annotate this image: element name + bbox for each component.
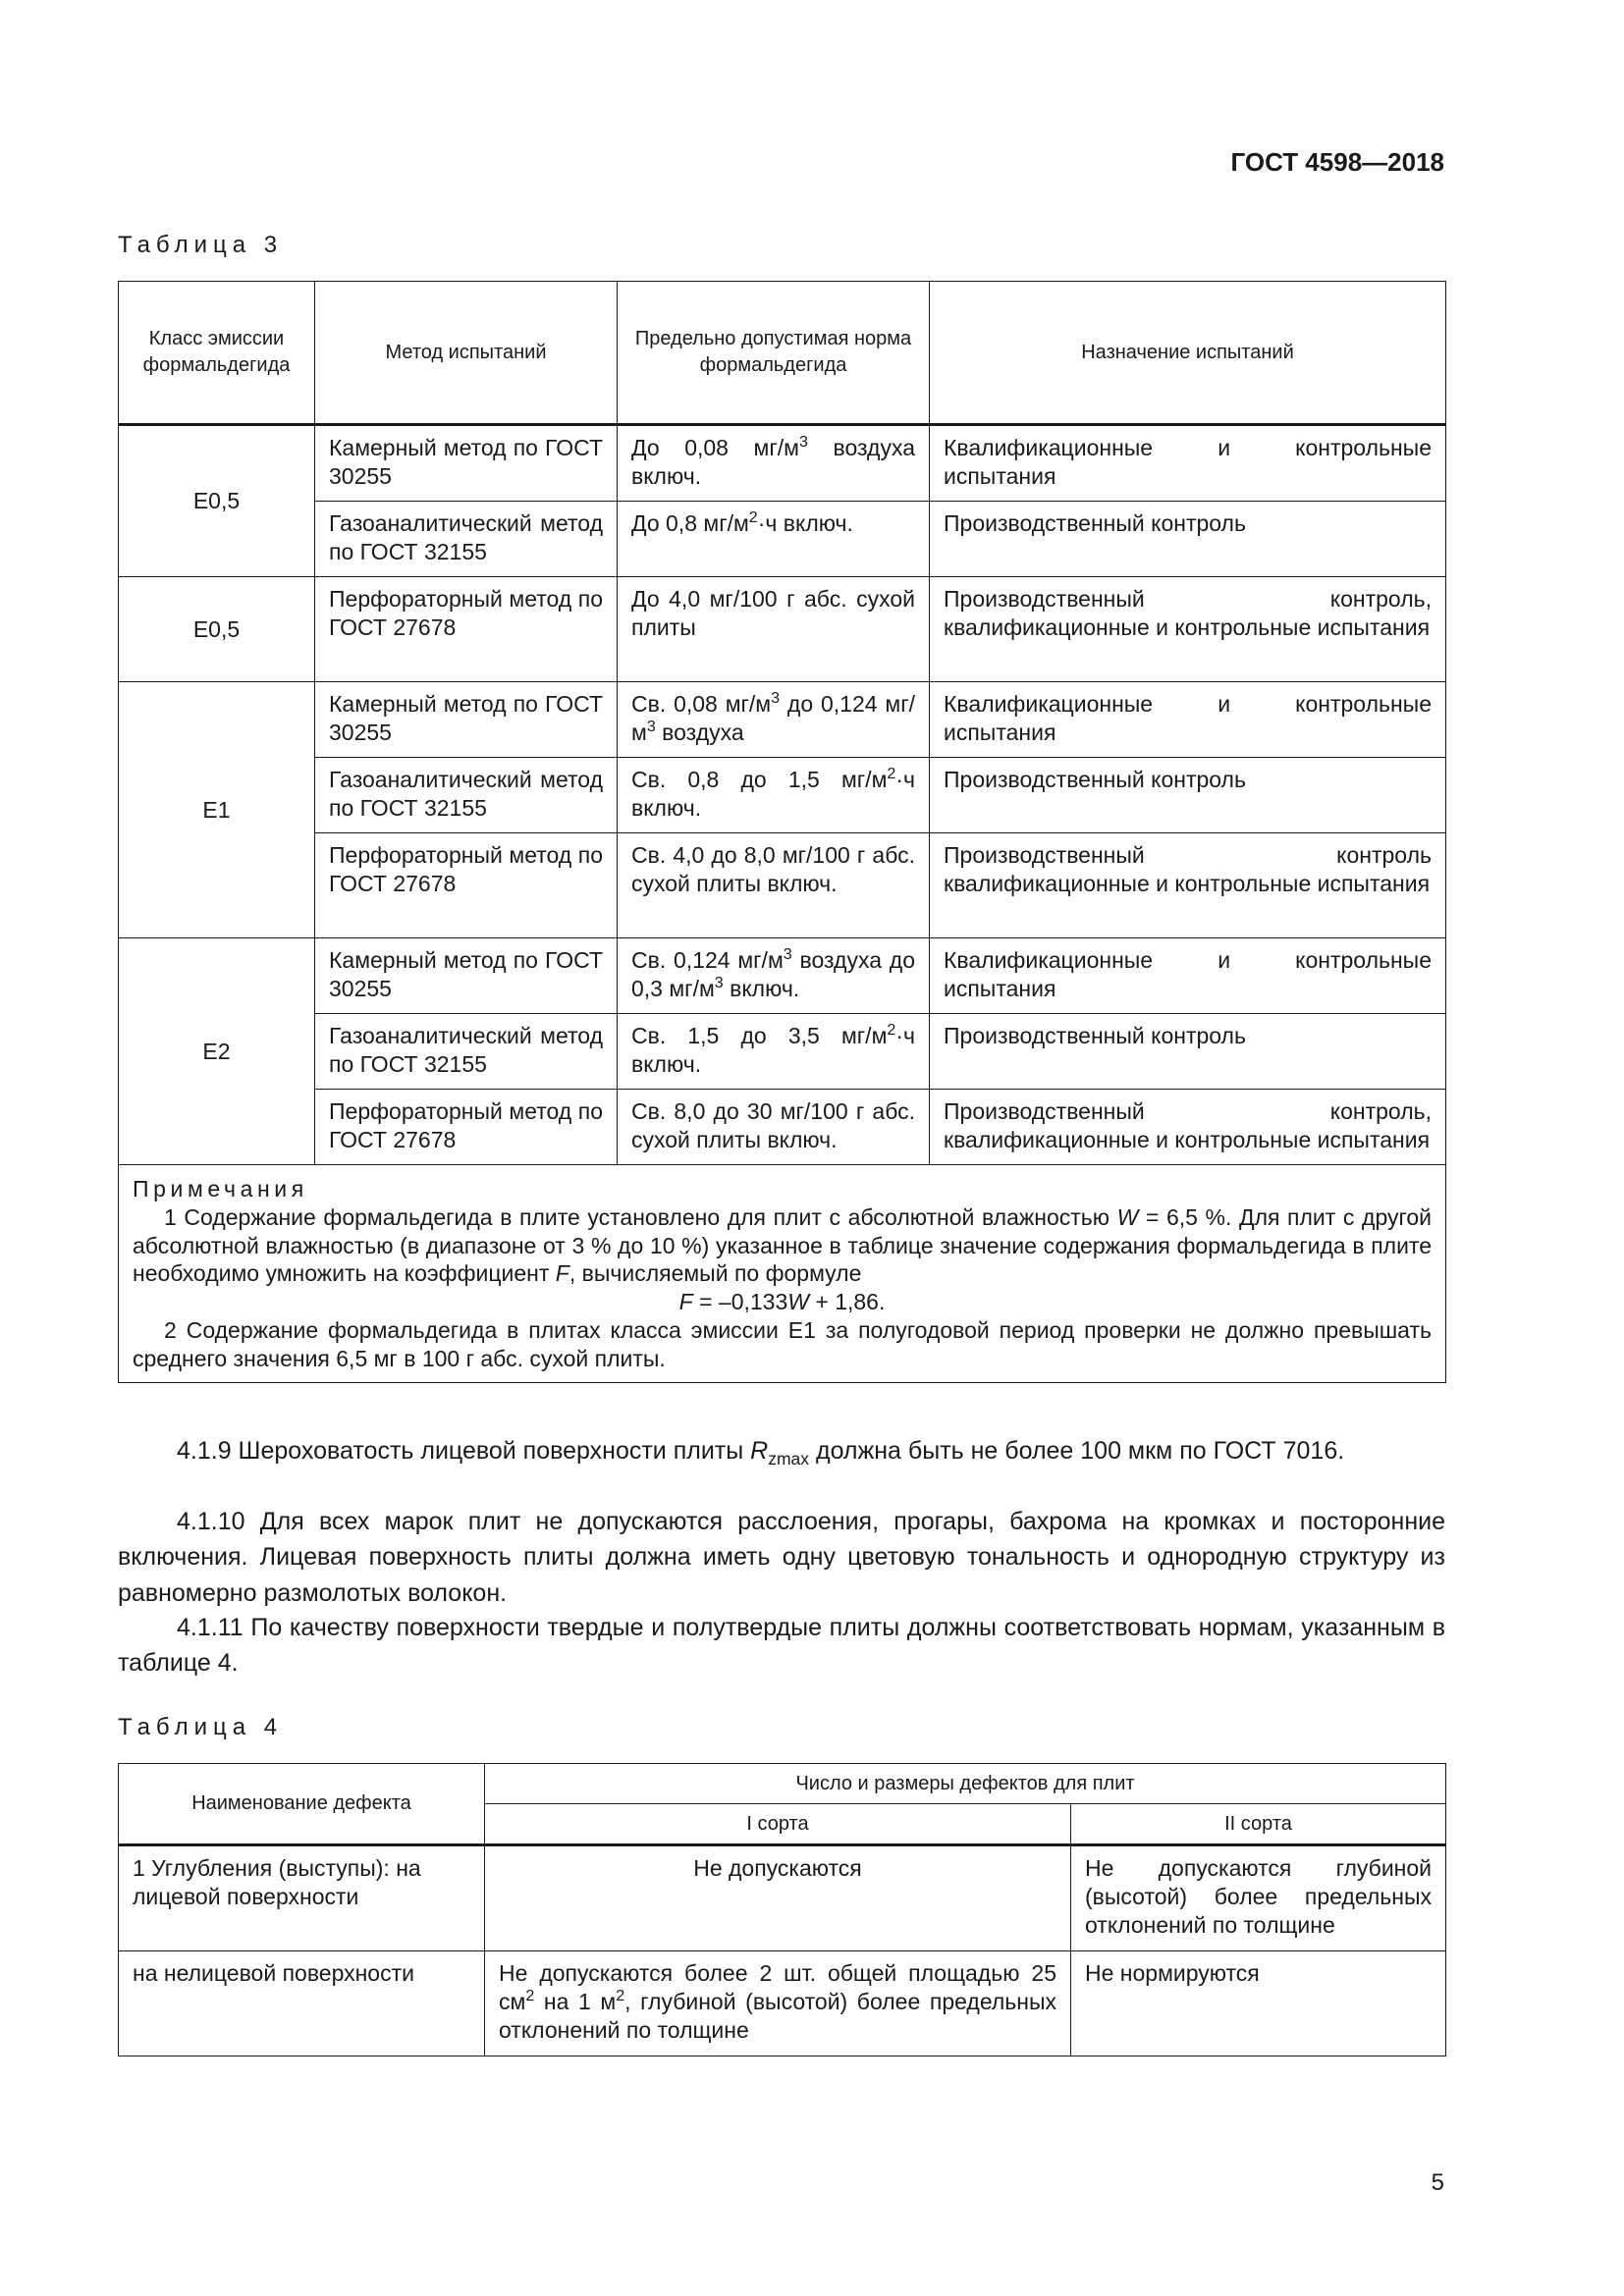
grade-2-cell: Не допускаются глубиной (высотой) более предельных отклонений по толщине — [1071, 1845, 1446, 1951]
table-row — [119, 682, 1446, 758]
purpose-cell: Производственный контроль — [930, 758, 1446, 833]
norm-cell: До 0,08 $мг/м^3$ воздуха включ. — [618, 425, 930, 502]
column-header-method: Метод испытаний — [315, 282, 618, 425]
purpose-cell: Производственный контроль, квалификационные и контрольные испытания — [930, 577, 1446, 682]
purpose-cell: Квалификационные и контрольные испытания — [930, 938, 1446, 1014]
table-row — [119, 577, 1446, 682]
purpose-cell: Производственный контроль квалификационные и контрольные испытания — [930, 833, 1446, 938]
purpose-cell: Производственный контроль — [930, 502, 1446, 577]
method-cell: Перфораторный метод по ГОСТ 27678 — [315, 833, 618, 938]
method-cell: Газоаналитический метод по ГОСТ 32155 — [315, 502, 618, 577]
table-row — [119, 1951, 1446, 2056]
column-header-defect: Наименование дефекта — [119, 1764, 485, 1845]
table-row — [119, 502, 1446, 577]
norm-cell: Св. 1,5 до 3,5 $мг/м^2\cdot ч$ включ. — [618, 1014, 930, 1090]
purpose-cell: Квалификационные и контрольные испытания — [930, 425, 1446, 502]
norm-cell: Св. 4,0 до 8,0 мг/100 г абс. сухой плиты включ. — [618, 833, 930, 938]
method-cell: Газоаналитический метод по ГОСТ 32155 — [315, 758, 618, 833]
paragraph-4-1-11: 4.1.11 По качеству поверхности твердые и полутвердые плиты должны соответствовать нормам, указанным в таблице 4. — [118, 1614, 1445, 1678]
column-header-defect-counts: Число и размеры дефектов для плит — [485, 1764, 1446, 1804]
norm-cell: Св. 0,8 до 1,5 $мг/м^2\cdot ч$ включ. — [618, 758, 930, 833]
table-4-caption: Таблица 4 — [118, 1714, 284, 1740]
emission-class-cell: E1 — [119, 682, 315, 938]
notes-title: Примечания — [133, 1176, 308, 1201]
grade-1-cell: Не допускаются более 2 шт. общей площадью 25 $см^2$ на 1 $м^2$, глубиной (высотой) более предельных отклонений по толщине — [485, 1951, 1071, 2056]
note-1: 1 Содержание формальдегида в плите установлено для плит с абсолютной влажностью W = 6,5 %. Для плит с другой абсолютной влажностью (в диапазоне от 3 % до 10 %) указанное в таблице значение содержания формальдегида в плите необходимо умножить на коэффициент F, вычисляемый по формуле — [133, 1203, 1432, 1287]
column-header-class: Класс эмиссии формальдегида — [119, 282, 315, 425]
table-3-header-row — [119, 282, 1446, 425]
method-cell: Перфораторный метод по ГОСТ 27678 — [315, 1090, 618, 1165]
purpose-cell: Производственный контроль — [930, 1014, 1446, 1090]
page-number: 5 — [1431, 2169, 1444, 2196]
table-notes — [119, 1165, 1446, 1383]
table-row — [119, 1845, 1446, 1951]
method-cell: Перфораторный метод по ГОСТ 27678 — [315, 577, 618, 682]
method-cell: Камерный метод по ГОСТ 30255 — [315, 682, 618, 758]
table-row — [119, 1090, 1446, 1165]
table-row — [119, 425, 1446, 502]
paragraph-4-1-10: 4.1.10 Для всех марок плит не допускаются расслоения, прогары, бахрома на кромках и посторонние включения. Лицевая поверхность плиты должна иметь одну цветовую тональность и однородную структуру из равномерно размолотых волокон. — [118, 1508, 1445, 1607]
paragraph-4-1-9: 4.1.9 Шероховатость лицевой поверхности плиты $R_{zmax}$ должна быть не более 100 мкм по ГОСТ 7016. — [177, 1437, 1345, 1469]
table-row — [119, 1014, 1446, 1090]
emission-class-cell: E0,5 — [119, 577, 315, 682]
table-3 — [118, 281, 1446, 1383]
column-header-grade-1: I сорта — [485, 1804, 1071, 1845]
table-row — [119, 833, 1446, 938]
column-header-grade-2: II сорта — [1071, 1804, 1446, 1845]
defect-cell: 1 Углубления (выступы): на лицевой поверхности — [119, 1845, 485, 1951]
column-header-norm: Предельно допустимая норма формальдегида — [618, 282, 930, 425]
purpose-cell: Квалификационные и контрольные испытания — [930, 682, 1446, 758]
table-4 — [118, 1763, 1446, 2056]
method-cell: Камерный метод по ГОСТ 30255 — [315, 425, 618, 502]
norm-cell: Св. 0,124 $мг/м^3$ воздуха до 0,3 $мг/м^3$ включ. — [618, 938, 930, 1014]
method-cell: Газоаналитический метод по ГОСТ 32155 — [315, 1014, 618, 1090]
purpose-cell: Производственный контроль, квалификационные и контрольные испытания — [930, 1090, 1446, 1165]
table-row — [119, 938, 1446, 1014]
norm-cell: До 0,8 $мг/м^2\cdot ч$ включ. — [618, 502, 930, 577]
table-4-header-row — [119, 1764, 1446, 1804]
norm-cell: Св. 0,08 $мг/м^3$ до 0,124 $мг/м^3$ воздуха — [618, 682, 930, 758]
grade-1-cell: Не допускаются — [485, 1845, 1071, 1951]
defect-cell: на нелицевой поверхности — [119, 1951, 485, 2056]
table-3-caption: Таблица 3 — [118, 232, 284, 258]
emission-class-cell: E0,5 — [119, 425, 315, 577]
emission-class-cell: E2 — [119, 938, 315, 1165]
grade-2-cell: Не нормируются — [1071, 1951, 1446, 2056]
table-row — [119, 758, 1446, 833]
norm-cell: Св. 8,0 до 30 мг/100 г абс. сухой плиты включ. — [618, 1090, 930, 1165]
norm-cell: До 4,0 мг/100 г абс. сухой плиты — [618, 577, 930, 682]
method-cell: Камерный метод по ГОСТ 30255 — [315, 938, 618, 1014]
table-notes-row — [119, 1165, 1446, 1383]
document-id: ГОСТ 4598—2018 — [1230, 147, 1444, 177]
note-2: 2 Содержание формальдегида в плитах класса эмиссии E1 за полугодовой период проверки не должно превышать среднего значения 6,5 мг в 100 г абс. сухой плиты. — [133, 1316, 1432, 1371]
column-header-purpose: Назначение испытаний — [930, 282, 1446, 425]
note-formula: F = –0,133W + 1,86. — [678, 1289, 886, 1314]
